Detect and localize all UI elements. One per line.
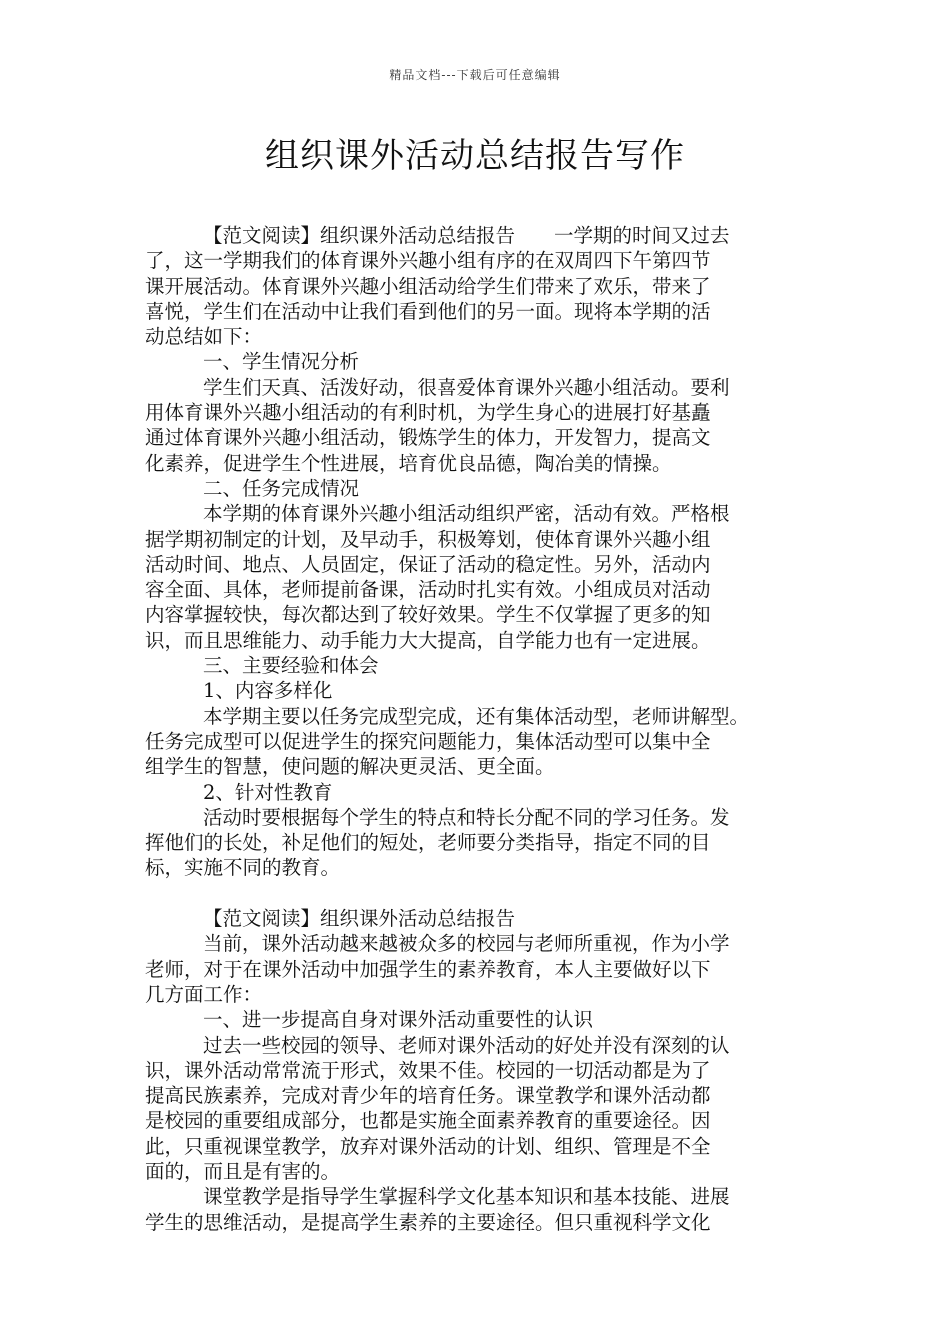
text-line: 几方面工作： bbox=[145, 982, 263, 1006]
text-line: 提高民族素养，完成对青少年的培育任务。课堂教学和课外活动都 bbox=[145, 1084, 711, 1108]
text-line: 内容掌握较快，每次都达到了较好效果。学生不仅掌握了更多的知 bbox=[145, 603, 711, 627]
text-line: 学生们天真、活泼好动，很喜爱体育课外兴趣小组活动。要利 bbox=[203, 375, 730, 399]
text-line: 动总结如下： bbox=[145, 325, 263, 349]
text-line: 课堂教学是指导学生掌握科学文化基本知识和基本技能、进展 bbox=[203, 1185, 730, 1209]
text-line: 容全面、具体，老师提前备课，活动时扎实有效。小组成员对活动 bbox=[145, 578, 711, 602]
text-line: 挥他们的长处，补足他们的短处，老师要分类指导，指定不同的目 bbox=[145, 831, 711, 855]
text-line: 活动时间、地点、人员固定，保证了活动的稳定性。另外，活动内 bbox=[145, 552, 711, 576]
text-line: 面的，而且是有害的。 bbox=[145, 1159, 341, 1183]
text-line: 老师，对于在课外活动中加强学生的素养教育，本人主要做好以下 bbox=[145, 957, 711, 981]
text-line: 【范文阅读】组织课外活动总结报告 一学期的时间又过去 bbox=[203, 224, 730, 247]
text-line: 据学期初制定的计划，及早动手，积极筹划，使体育课外兴趣小组 bbox=[145, 527, 711, 551]
text-line: 是校园的重要组成部分，也都是实施全面素养教育的重要途径。因 bbox=[145, 1109, 711, 1133]
text-line: 此，只重视课堂教学，放弃对课外活动的计划、组织、管理是不全 bbox=[145, 1134, 711, 1158]
text-line: 任务完成型可以促进学生的探究问题能力，集体活动型可以集中全 bbox=[145, 729, 711, 753]
text-line: 当前，课外活动越来越被众多的校园与老师所重视，作为小学 bbox=[203, 932, 730, 956]
text-line: 识，而且思维能力、动手能力大大提高，自学能力也有一定进展。 bbox=[145, 628, 711, 652]
text-line: 通过体育课外兴趣小组活动，锻炼学生的体力，开发智力，提高文 bbox=[145, 426, 711, 450]
text-line: 化素养，促进学生个性进展，培育优良品德，陶冶美的情操。 bbox=[145, 451, 672, 475]
text-line: 识，课外活动常常流于形式，效果不佳。校园的一切活动都是为了 bbox=[145, 1058, 711, 1082]
text-line: 组学生的智慧，使问题的解决更灵活、更全面。 bbox=[145, 755, 555, 779]
paragraph-gap bbox=[145, 881, 810, 906]
text-line: 本学期的体育课外兴趣小组活动组织严密，活动有效。严格根 bbox=[203, 502, 730, 526]
text-line: 本学期主要以任务完成型完成，还有集体活动型，老师讲解型。 bbox=[203, 704, 750, 728]
text-line: 课开展活动。体育课外兴趣小组活动给学生们带来了欢乐，带来了 bbox=[145, 274, 711, 298]
document-body bbox=[145, 223, 810, 1235]
subsection-heading: 2、针对性教育 bbox=[203, 780, 333, 804]
header-note: 精品文档---下载后可任意编辑 bbox=[389, 68, 561, 82]
section-heading: 二、任务完成情况 bbox=[203, 476, 360, 500]
text-line: 过去一些校园的领导、老师对课外活动的好处并没有深刻的认 bbox=[203, 1033, 730, 1057]
text-line: 用体育课外兴趣小组活动的有利时机，为学生身心的进展打好基矗 bbox=[145, 401, 711, 425]
document-title: 组织课外活动总结报告写作 bbox=[265, 136, 685, 176]
text-line: 标，实施不同的教育。 bbox=[145, 856, 341, 880]
text-line: 喜悦，学生们在活动中让我们看到他们的另一面。现将本学期的活 bbox=[145, 299, 711, 323]
section-heading: 三、主要经验和体会 bbox=[203, 654, 379, 678]
section-heading: 一、学生情况分析 bbox=[203, 350, 360, 374]
section-heading: 一、进一步提高自身对课外活动重要性的认识 bbox=[203, 1008, 594, 1032]
text-line: 活动时要根据每个学生的特点和特长分配不同的学习任务。发 bbox=[203, 805, 730, 829]
text-line: 学生的思维活动，是提高学生素养的主要途径。但只重视科学文化 bbox=[145, 1210, 711, 1234]
text-line: 了，这一学期我们的体育课外兴趣小组有序的在双周四下午第四节 bbox=[145, 249, 711, 273]
subsection-heading: 1、内容多样化 bbox=[203, 679, 333, 703]
article-heading: 【范文阅读】组织课外活动总结报告 bbox=[203, 907, 516, 931]
